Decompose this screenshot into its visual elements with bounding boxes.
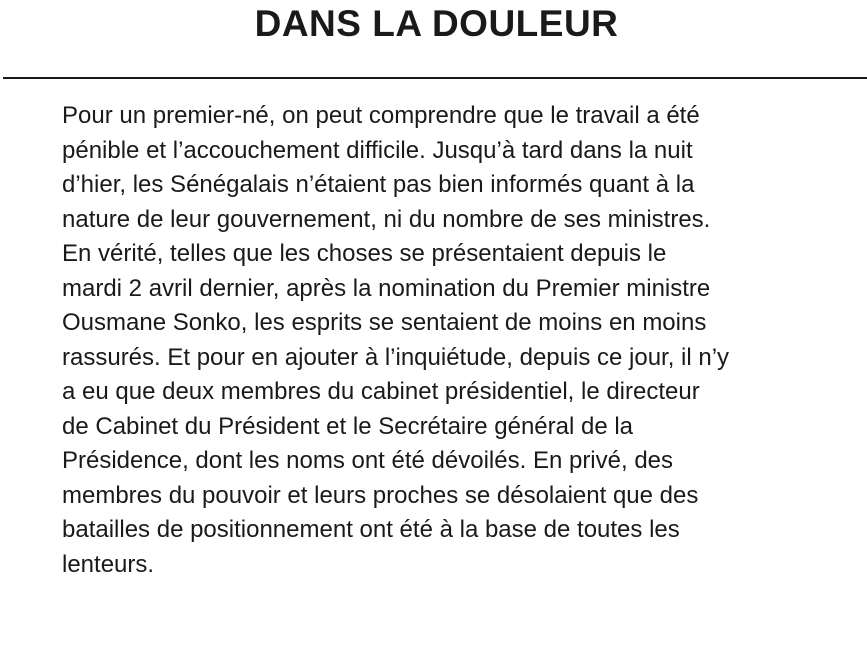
article-line: Présidence, dont les noms ont été dévoilés. En privé, des	[62, 447, 674, 474]
article-line: de Cabinet du Président et le Secrétaire général de la	[62, 412, 634, 440]
article-line: lenteurs.	[62, 550, 155, 578]
article-line: mardi 2 avril dernier, après la nomination du Premier ministre	[62, 274, 711, 302]
article-line: batailles de positionnement ont été à la base de toutes les	[62, 516, 680, 543]
article-line: rassurés. Et pour en ajouter à l’inquiétude, depuis ce jour, il n’y	[62, 343, 730, 371]
article-line: membres du pouvoir et leurs proches se désolaient que des	[62, 481, 699, 509]
article-line: Ousmane Sonko, les esprits se sentaient de moins en moins	[62, 309, 707, 336]
article-line: a eu que deux membres du cabinet présidentiel, le directeur	[62, 378, 700, 405]
article-line: En vérité, telles que les choses se présentaient depuis le	[62, 240, 667, 267]
article-line: nature de leur gouvernement, ni du nombre de ses ministres.	[62, 205, 711, 233]
article-line: Pour un premier-né, on peut comprendre que le travail a été	[62, 102, 700, 129]
article-line: d’hier, les Sénégalais n’étaient pas bien informés quant à la	[62, 171, 695, 198]
article-headline: DANS LA DOULEUR	[254, 3, 619, 44]
article-body	[62, 99, 842, 582]
headline-divider	[3, 77, 867, 79]
article-line: pénible et l’accouchement difficile. Jusqu’à tard dans la nuit	[62, 136, 693, 164]
